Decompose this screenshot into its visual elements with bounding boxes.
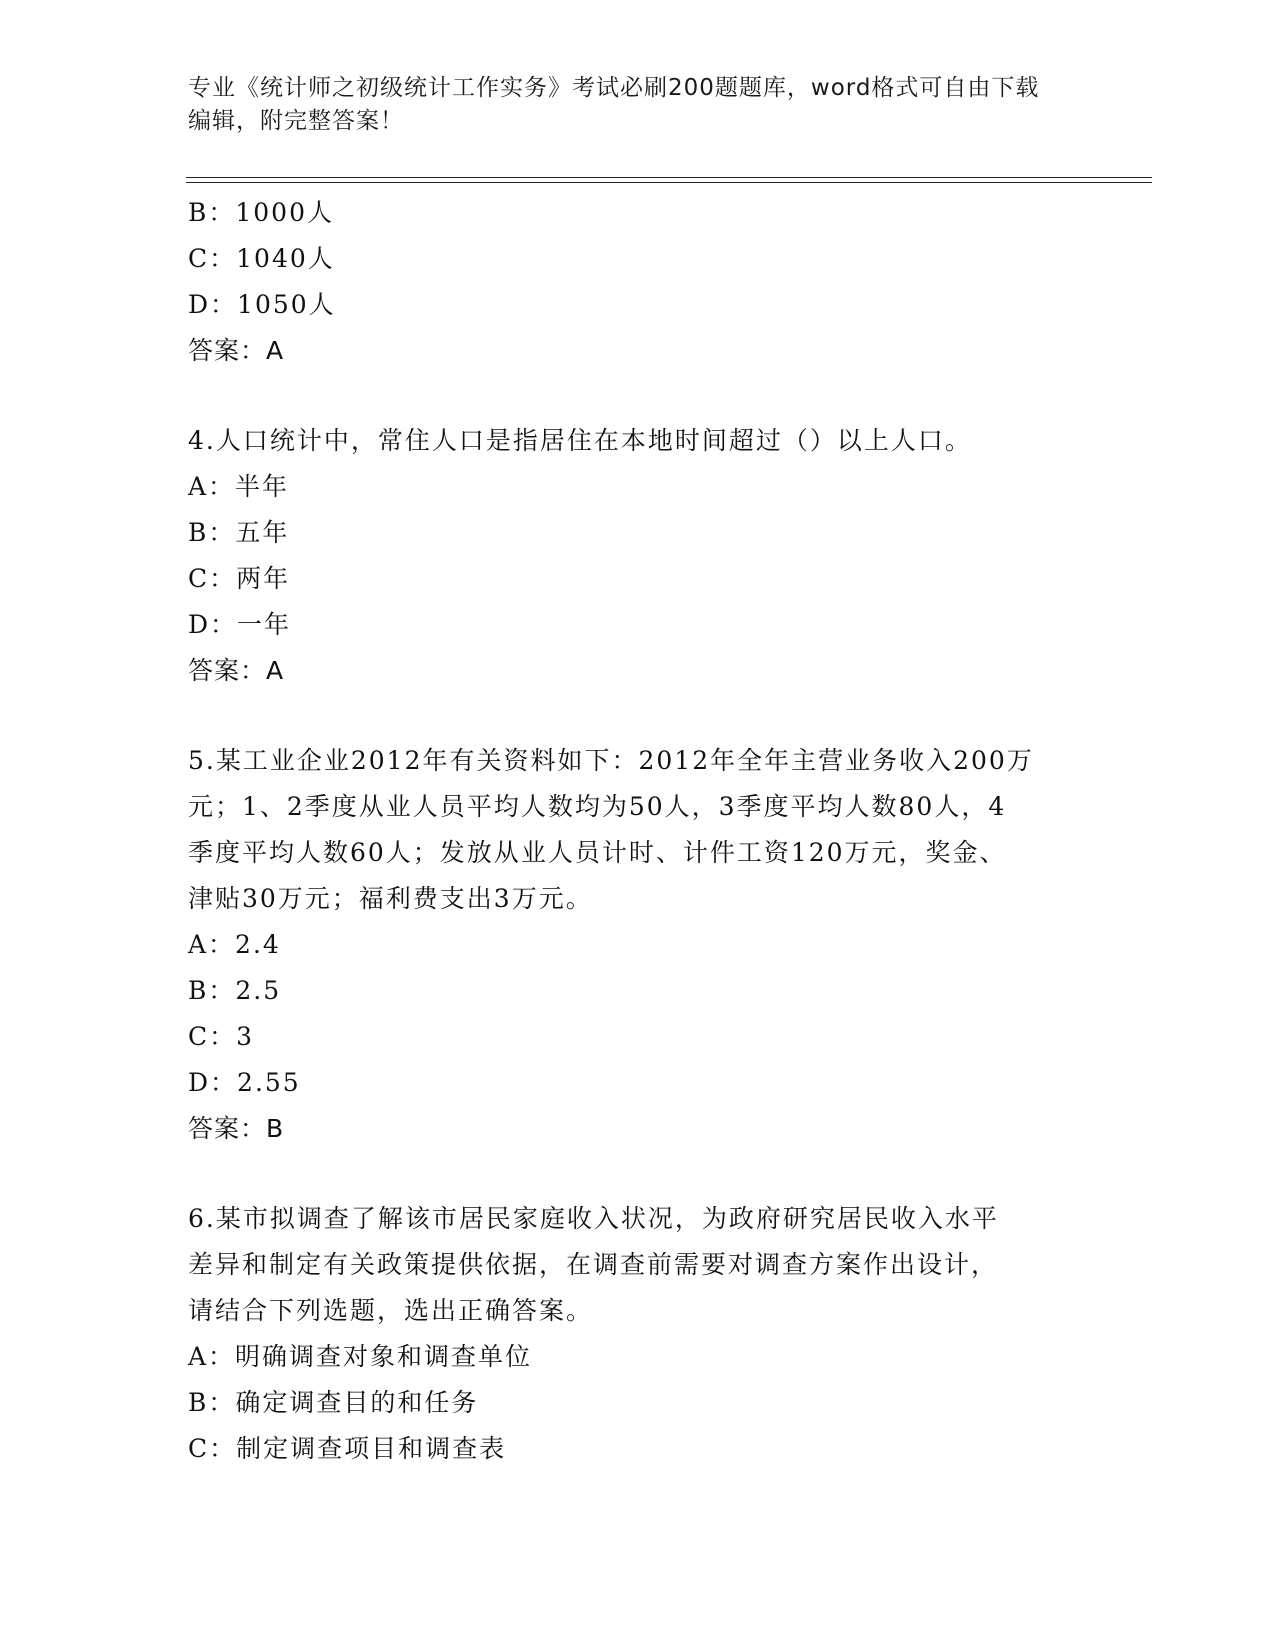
spacer — [188, 374, 1088, 418]
question-5-text-line-3: 季度平均人数60人；发放从业人员计时、计件工资120万元，奖金、 — [188, 838, 1007, 867]
question-3-answer: 答案：A — [188, 336, 285, 365]
question-6-text-line-2: 差异和制定有关政策提供依据，在调查前需要对调查方案作出设计， — [188, 1250, 999, 1279]
question-5-text-line-4: 津贴30万元；福利费支出3万元。 — [188, 884, 593, 913]
question-3-option-c: C：1040人 — [188, 244, 335, 273]
header-divider-bottom — [186, 182, 1152, 183]
question-5-option-d: D：2.55 — [188, 1068, 301, 1097]
question-5-block — [188, 738, 1088, 1152]
question-5-option-a: A：2.4 — [188, 930, 281, 959]
question-5-option-c: C：3 — [188, 1022, 255, 1051]
question-4-option-b: B：五年 — [188, 518, 290, 547]
question-5-text-line-1: 5.某工业企业2012年有关资料如下：2012年全年主营业务收入200万 — [188, 746, 1034, 775]
question-4-option-d: D：一年 — [188, 610, 292, 639]
question-4-text: 4.人口统计中，常住人口是指居住在本地时间超过（）以上人口。 — [188, 426, 972, 455]
question-3-option-d: D：1050人 — [188, 290, 336, 319]
question-4-option-c: C：两年 — [188, 564, 291, 593]
question-5-answer: 答案：B — [188, 1114, 285, 1143]
question-3-option-b: B：1000人 — [188, 198, 334, 227]
header-line-1: 专业《统计师之初级统计工作实务》考试必刷200题题库，word格式可自由下载 — [188, 75, 1040, 101]
question-4-answer: 答案：A — [188, 656, 285, 685]
question-3-block — [188, 190, 1088, 374]
question-6-option-b: B：确定调查目的和任务 — [188, 1388, 479, 1417]
question-6-option-c: C：制定调查项目和调查表 — [188, 1434, 507, 1463]
question-5-option-b: B：2.5 — [188, 976, 282, 1005]
question-4-block — [188, 418, 1088, 694]
question-6-option-a: A：明确调查对象和调查单位 — [188, 1342, 533, 1371]
question-5-text-line-2: 元；1、2季度从业人员平均人数均为50人，3季度平均人数80人，4 — [188, 792, 1007, 821]
document-header — [188, 72, 1088, 138]
question-6-block — [188, 1196, 1088, 1472]
question-4-option-a: A：半年 — [188, 472, 290, 501]
spacer — [188, 694, 1088, 738]
document-body — [188, 190, 1088, 1472]
header-line-2: 编辑，附完整答案！ — [188, 108, 404, 134]
question-6-text-line-3: 请结合下列选题，选出正确答案。 — [188, 1296, 594, 1325]
spacer — [188, 1152, 1088, 1196]
header-divider-top — [186, 177, 1152, 178]
question-6-text-line-1: 6.某市拟调查了解该市居民家庭收入状况，为政府研究居民收入水平 — [188, 1204, 999, 1233]
